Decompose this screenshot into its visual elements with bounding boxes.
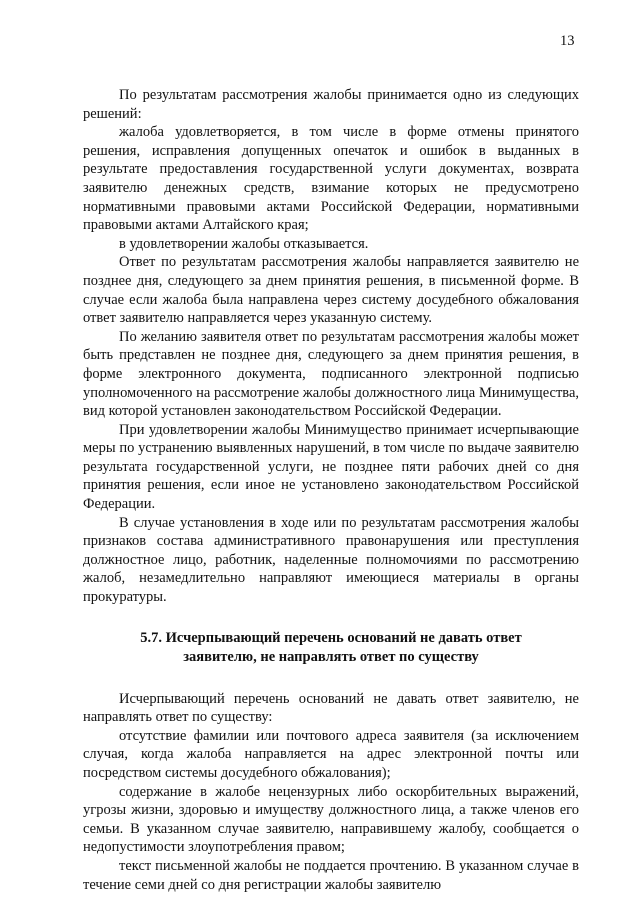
- paragraph-decisions-intro: По результатам рассмотрения жалобы принимается одно из следующих решений:: [83, 87, 579, 122]
- paragraph-prosecution-referral: В случае установления в ходе или по результатам рассмотрения жалобы признаков состава административного правонарушения или преступления должностное лицо, работник, наделенные полномочиями по рассмотрению жалоб, незамедлительно направляют имеющиеся материалы в органы прокуратуры.: [83, 514, 579, 606]
- paragraph-electronic-response: По желанию заявителя ответ по результатам рассмотрения жалобы может быть представлен не позднее дня, следующего за днем принятия решения, в форме электронного документа, подписанного электронной подписью уполномоченного на рассмотрение жалобы должностного лица Минимущества, вид которой установлен законодательством Российской Федерации.: [83, 328, 579, 420]
- paragraph-response-deadline: Ответ по результатам рассмотрения жалобы направляется заявителю не позднее дня, следующего за днем принятия решения, в письменной форме. В случае если жалоба была направлена через систему досудебного обжалования ответ заявителю направляется через указанную систему.: [83, 254, 579, 327]
- paragraph-complaint-denied: в удовлетворении жалобы отказывается.: [119, 235, 369, 252]
- section-heading: [83, 629, 579, 667]
- document-body: [83, 86, 579, 894]
- section-heading-line-2: заявителю, не направлять ответ по существу: [183, 648, 479, 665]
- paragraph-remedy-measures: При удовлетворении жалобы Минимущество принимает исчерпывающие меры по устранению выявленных нарушений, в том числе по выдаче заявителю результата государственной услуги, не позднее пяти рабочих дней со дня принятия решения, если иное не установлено законодательством Российской Федерации.: [83, 421, 579, 513]
- paragraph-grounds-intro: Исчерпывающий перечень оснований не давать ответ заявителю, не направлять ответ по существу:: [83, 690, 579, 726]
- paragraph-complaint-satisfied: жалоба удовлетворяется, в том числе в форме отмены принятого решения, исправления допущенных опечаток и ошибок в выданных в результате предоставления государственной услуги документах, возврата заявителю денежных средств, взимание которых не предусмотрено нормативными правовыми актами Российской Федерации, нормативными правовыми актами Алтайского края;: [83, 124, 579, 234]
- page-number: 13: [560, 33, 575, 49]
- paragraph-obscene-content: содержание в жалобе нецензурных либо оскорбительных выражений, угрозы жизни, здоровью и имуществу должностного лица, а также членов его семьи. В указанном случае заявителю, направившему жалобу, сообщается о недопустимости злоупотребления правом;: [83, 783, 579, 856]
- paragraph-missing-name-address: отсутствие фамилии или почтового адреса заявителя (за исключением случая, когда жалоба направляется на адрес электронной почты или посредством системы досудебного обжалования);: [83, 727, 579, 781]
- section-heading-line-1: 5.7. Исчерпывающий перечень оснований не давать ответ: [140, 629, 522, 646]
- paragraph-unreadable-text: текст письменной жалобы не поддается прочтению. В указанном случае в течение семи дней со дня регистрации жалобы заявителю: [83, 857, 579, 893]
